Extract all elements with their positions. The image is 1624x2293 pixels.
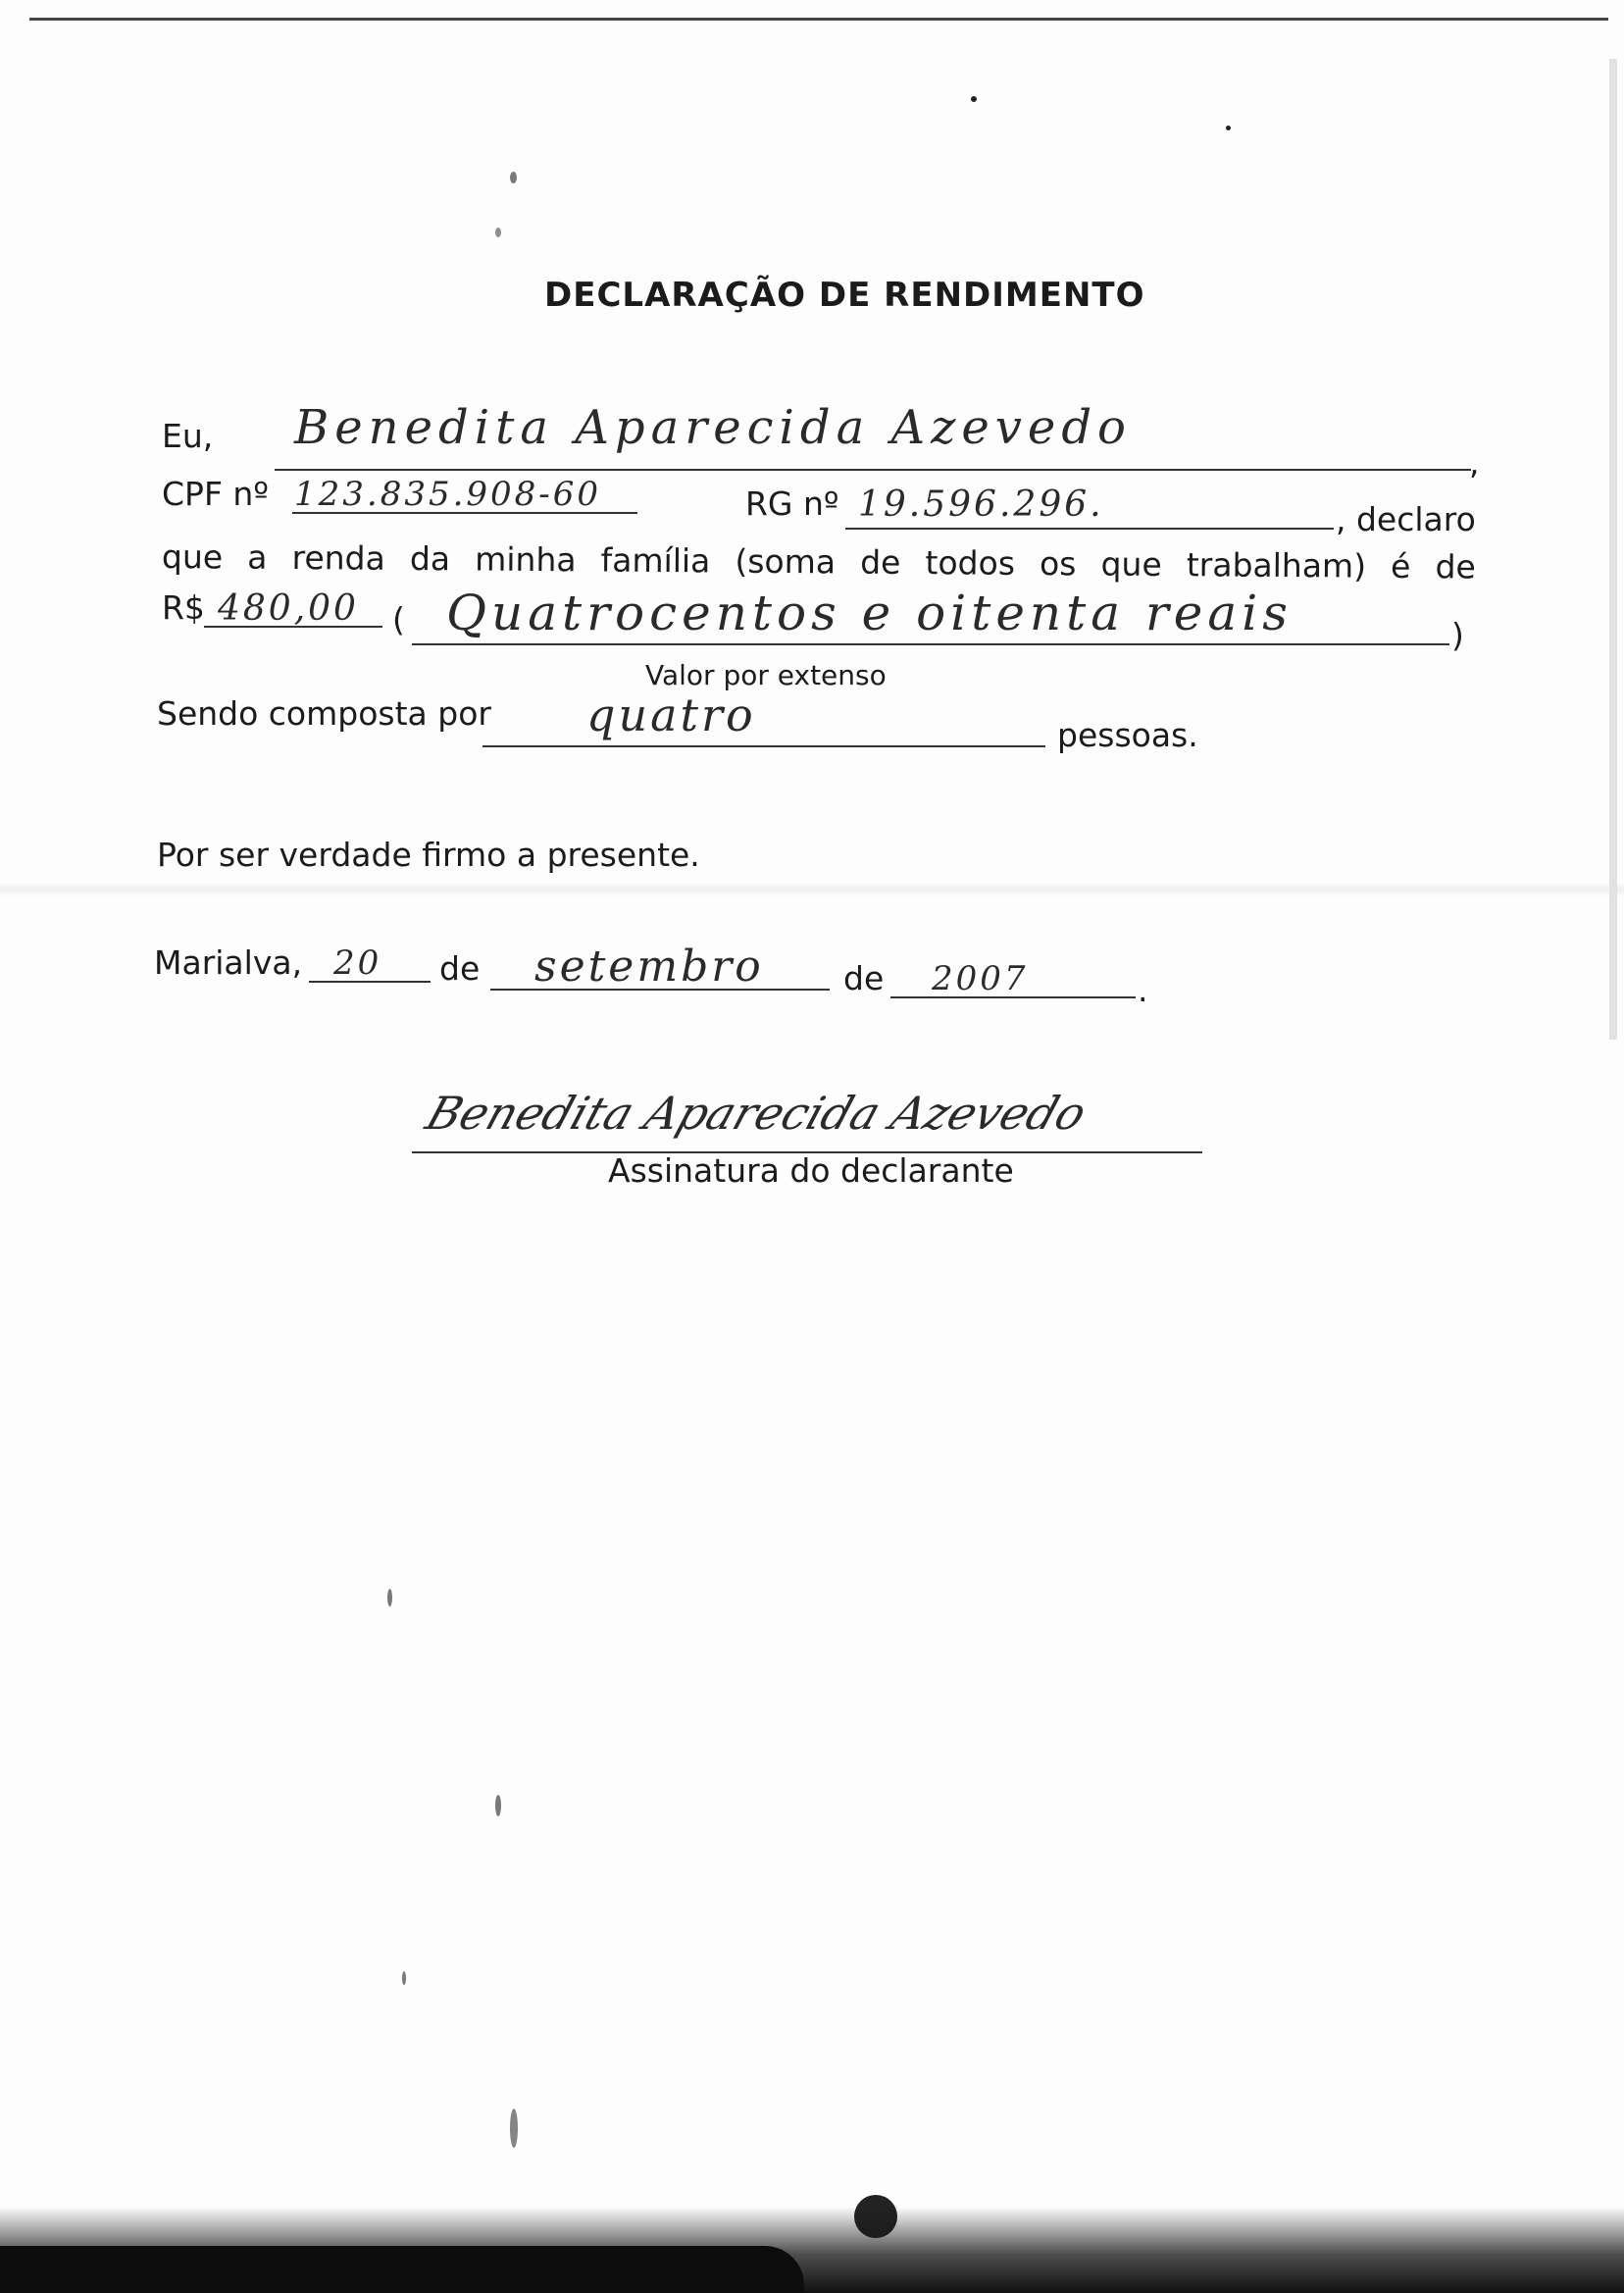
name-end-comma: , <box>1469 443 1480 482</box>
label-verdade: Por ser verdade firmo a presente. <box>157 836 700 874</box>
word: minha <box>475 539 577 580</box>
amount-words-line <box>412 643 1449 645</box>
name-line <box>275 469 1471 471</box>
paren-close: ) <box>1451 616 1464 654</box>
filled-name: Benedita Aparecida Azevedo <box>294 400 1132 455</box>
label-assinatura: Assinatura do declarante <box>608 1151 1014 1190</box>
label-currency: R$ <box>162 588 205 627</box>
bottom-dark-edge <box>0 2246 804 2293</box>
scan-speck <box>971 96 977 102</box>
income-sentence <box>162 537 1476 586</box>
filled-day: 20 <box>333 943 382 983</box>
word: da <box>409 538 451 579</box>
word: que <box>1100 544 1162 585</box>
filled-month: setembro <box>534 942 764 992</box>
scan-speck <box>387 1589 392 1606</box>
people-line <box>482 745 1045 747</box>
label-rg: RG nº <box>745 484 839 523</box>
scan-speck <box>495 228 501 237</box>
scan-speck <box>402 1971 406 1985</box>
filled-rg: 19.596.296. <box>858 484 1104 525</box>
scan-speck <box>510 2109 518 2148</box>
date-period: . <box>1138 971 1148 1009</box>
word: renda <box>291 538 385 578</box>
filled-people: quatro <box>586 688 756 741</box>
document-title: DECLARAÇÃO DE RENDIMENTO <box>544 276 1145 315</box>
label-pessoas: pessoas. <box>1057 716 1198 754</box>
label-de-1: de <box>439 949 481 988</box>
label-city: Marialva, <box>154 943 303 982</box>
label-composta: Sendo composta por <box>157 694 491 733</box>
scan-speck <box>1609 59 1617 1040</box>
label-de-2: de <box>843 959 885 997</box>
top-edge-line <box>29 18 1608 21</box>
word: família <box>600 540 711 581</box>
label-declaro: , declaro <box>1336 500 1476 538</box>
signature: Benedita Aparecida Azevedo <box>420 1087 1093 1140</box>
label-valor-extenso: Valor por extenso <box>645 659 887 691</box>
scan-speck <box>510 172 517 183</box>
filled-amount-words: Quatrocentos e oitenta reais <box>446 585 1293 641</box>
filled-amount: 480,00 <box>218 588 359 629</box>
word: a <box>247 537 268 577</box>
word: é <box>1390 546 1411 586</box>
label-eu: Eu, <box>162 417 214 455</box>
word: os <box>1039 544 1077 584</box>
word: (soma <box>735 541 837 582</box>
word: de <box>1435 547 1476 586</box>
scan-speck <box>495 1795 501 1816</box>
filled-year: 2007 <box>932 959 1029 998</box>
fold-shadow <box>0 883 1624 896</box>
word: trabalham) <box>1186 545 1367 586</box>
word: de <box>860 542 901 582</box>
word: que <box>161 537 224 577</box>
scan-speck <box>1226 126 1231 130</box>
label-cpf: CPF nº <box>162 475 269 513</box>
rg-line <box>845 528 1334 530</box>
paren-open: ( <box>392 600 405 638</box>
filled-cpf: 123.835.908-60 <box>294 475 602 514</box>
word: todos <box>925 543 1016 583</box>
